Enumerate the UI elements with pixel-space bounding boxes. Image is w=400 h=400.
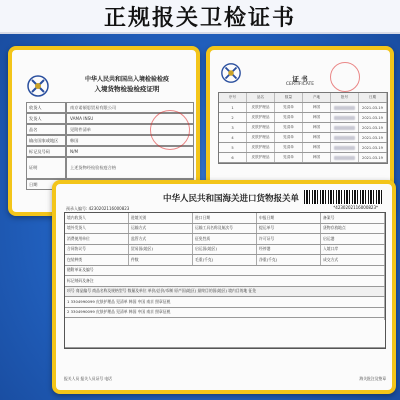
customs-declaration-card — [52, 180, 396, 394]
table-cell: 皮肤护理品 — [247, 123, 275, 132]
table-row — [65, 255, 385, 266]
table-cell: 韩国 — [303, 113, 331, 122]
table-cell: 件数 — [129, 255, 193, 265]
goods-header-row — [65, 287, 385, 298]
table-cell: 2021-03-19 — [359, 153, 387, 162]
declaration-footer — [64, 376, 386, 382]
table-cell: 包装种类 — [65, 255, 129, 265]
red-seal-stamp — [150, 110, 190, 150]
goods-row — [65, 308, 385, 319]
table-row — [65, 266, 385, 277]
table-cell: 净重(千克) — [257, 255, 321, 265]
header-cell: 批号 — [331, 93, 359, 102]
row-key: 收货人 — [26, 102, 66, 113]
table-cell: 合同协议号 — [65, 245, 129, 255]
table-row — [65, 213, 385, 224]
table-cell: 韩国 — [303, 153, 331, 162]
header-cell: 品名 — [247, 93, 275, 102]
table-cell: 进境关别 — [129, 213, 193, 223]
table-cell: 5 — [219, 143, 247, 152]
barcode-number: *4230202116000823* — [333, 205, 378, 210]
table-cell: 6 — [219, 153, 247, 162]
title-bar — [0, 0, 400, 34]
row-key: 标记及号码 — [26, 146, 66, 157]
table-cell: 提运单号 — [257, 224, 321, 234]
table-cell — [65, 318, 385, 320]
table-cell: 韩国 — [303, 133, 331, 142]
redacted-cell — [331, 133, 359, 142]
row-key: 发货人 — [26, 113, 66, 124]
table-row — [219, 133, 387, 143]
table-cell: 境外发货人 — [65, 224, 129, 234]
table-row — [219, 123, 387, 133]
table-cell: 皮肤护理品 — [247, 133, 275, 142]
table-row — [219, 103, 387, 113]
row-key: 证明 — [26, 157, 66, 179]
table-cell: 皮肤护理品 — [247, 113, 275, 122]
doc-left-line2: 入境货物检验检疫证明 — [94, 85, 160, 93]
table-row — [219, 113, 387, 123]
table-cell: 贸易国(地区) — [129, 245, 193, 255]
doc-right-title: 证 书 — [292, 75, 308, 83]
doc-left-line1: 中华人民共和国出入境检验检疫 — [84, 76, 169, 83]
row-value: 上述货物经检验检疫合格 — [66, 157, 194, 179]
header-cell: 数量 — [275, 93, 303, 102]
table-cell: 2021-03-19 — [359, 103, 387, 112]
table-cell: 见清单 — [275, 123, 303, 132]
table-row — [219, 143, 387, 153]
table-cell: 皮肤护理品 — [247, 103, 275, 112]
table-cell: 2021-03-19 — [359, 123, 387, 132]
table-cell: 皮肤护理品 — [247, 153, 275, 162]
table-cell: 成交方式 — [321, 255, 385, 265]
declaration-table — [64, 212, 386, 349]
table-cell: 2021-03-19 — [359, 113, 387, 122]
redacted-cell — [331, 113, 359, 122]
table-row — [65, 245, 385, 256]
table-cell: 入境口岸 — [321, 245, 385, 255]
table-cell: 运输工具名称及航次号 — [193, 224, 257, 234]
redacted-cell — [331, 153, 359, 162]
header-cell: 序号 — [219, 93, 247, 102]
table-cell: 项号 商品编号 商品名称及规格型号 数量及单位 单价/总价/币制 原产国(地区) 最终目的国(地区) 境内目的地 征免 — [65, 287, 385, 297]
table-row — [26, 157, 194, 179]
row-key: 日期 — [26, 179, 66, 190]
table-cell: 标记唛码及备注 — [65, 276, 385, 286]
table-cell: 备案号 — [321, 213, 385, 223]
red-seal-stamp — [330, 62, 360, 92]
barcode — [304, 190, 382, 204]
redacted-cell — [331, 143, 359, 152]
table-header — [219, 93, 387, 103]
table-cell: 毛重(千克) — [193, 255, 257, 265]
redacted-cell — [331, 103, 359, 112]
table-cell: 见清单 — [275, 113, 303, 122]
row-value: 南京诺颉思贸易有限公司 — [66, 102, 194, 113]
table-cell: 皮肤护理品 — [247, 143, 275, 152]
table-cell: 境内收货人 — [65, 213, 129, 223]
table-cell: 韩国 — [303, 143, 331, 152]
table-cell: 见清单 — [275, 133, 303, 142]
table-cell: 韩国 — [303, 123, 331, 132]
doc-main-title: 中华人民共和国海关进口货物报关单 — [162, 194, 299, 204]
table-cell: 1 3304990099 皮肤护理品 见清单 韩国 中国 南京 照章征税 — [65, 297, 385, 307]
doc-right-table — [218, 92, 388, 164]
row-key: 输出国家或地区 — [26, 135, 66, 146]
table-row — [219, 153, 387, 163]
table-cell: 货物存放地点 — [321, 224, 385, 234]
row-value: VAMA INSU — [66, 113, 194, 124]
table-cell: 征免性质 — [193, 234, 257, 244]
table-row — [65, 276, 385, 287]
table-cell: 2 — [219, 113, 247, 122]
table-cell: 4 — [219, 133, 247, 142]
table-cell: 1 — [219, 103, 247, 112]
customs-emblem-icon — [26, 74, 50, 98]
table-cell: 3 — [219, 123, 247, 132]
table-cell: 见清单 — [275, 103, 303, 112]
table-cell: 进口日期 — [193, 213, 257, 223]
table-cell: 2021-03-19 — [359, 133, 387, 142]
row-key: 品名 — [26, 124, 66, 135]
table-cell: 见清单 — [275, 143, 303, 152]
table-row — [65, 234, 385, 245]
table-cell: 见清单 — [275, 153, 303, 162]
table-cell: 经停港 — [257, 245, 321, 255]
table-cell: 申报日期 — [257, 213, 321, 223]
table-cell: 消费使用单位 — [65, 234, 129, 244]
row-value: 见附件清单 — [66, 124, 194, 135]
page-title: 正规报关卫检证书 — [103, 5, 296, 31]
table-row — [65, 224, 385, 235]
table-cell: 启运港 — [321, 234, 385, 244]
row-value: 韩国 — [66, 135, 194, 146]
header-cell: 产地 — [303, 93, 331, 102]
table-cell: 2021-03-19 — [359, 143, 387, 152]
pre-entry-number: 预录入编号: 4230202116000823 — [66, 206, 130, 211]
goods-row — [65, 297, 385, 308]
doc-right-subtitle: CERTIFICATE — [285, 82, 315, 87]
table-cell: 监管方式 — [129, 234, 193, 244]
header-cell: 日期 — [359, 93, 387, 102]
table-cell: 随附单证及编号 — [65, 266, 385, 276]
redacted-cell — [331, 123, 359, 132]
row-value: N/M — [66, 146, 194, 157]
footer-left: 报关人员 报关人员证号 电话 — [64, 376, 112, 381]
table-cell: 运输方式 — [129, 224, 193, 234]
table-cell: 韩国 — [303, 103, 331, 112]
table-cell: 2 3304990099 皮肤护理品 见清单 韩国 中国 南京 照章征税 — [65, 308, 385, 318]
footer-right: 海关批注及签章 — [359, 376, 386, 381]
table-cell: 许可证号 — [257, 234, 321, 244]
table-cell: 启运国(地区) — [193, 245, 257, 255]
blank-goods-area — [65, 318, 385, 348]
